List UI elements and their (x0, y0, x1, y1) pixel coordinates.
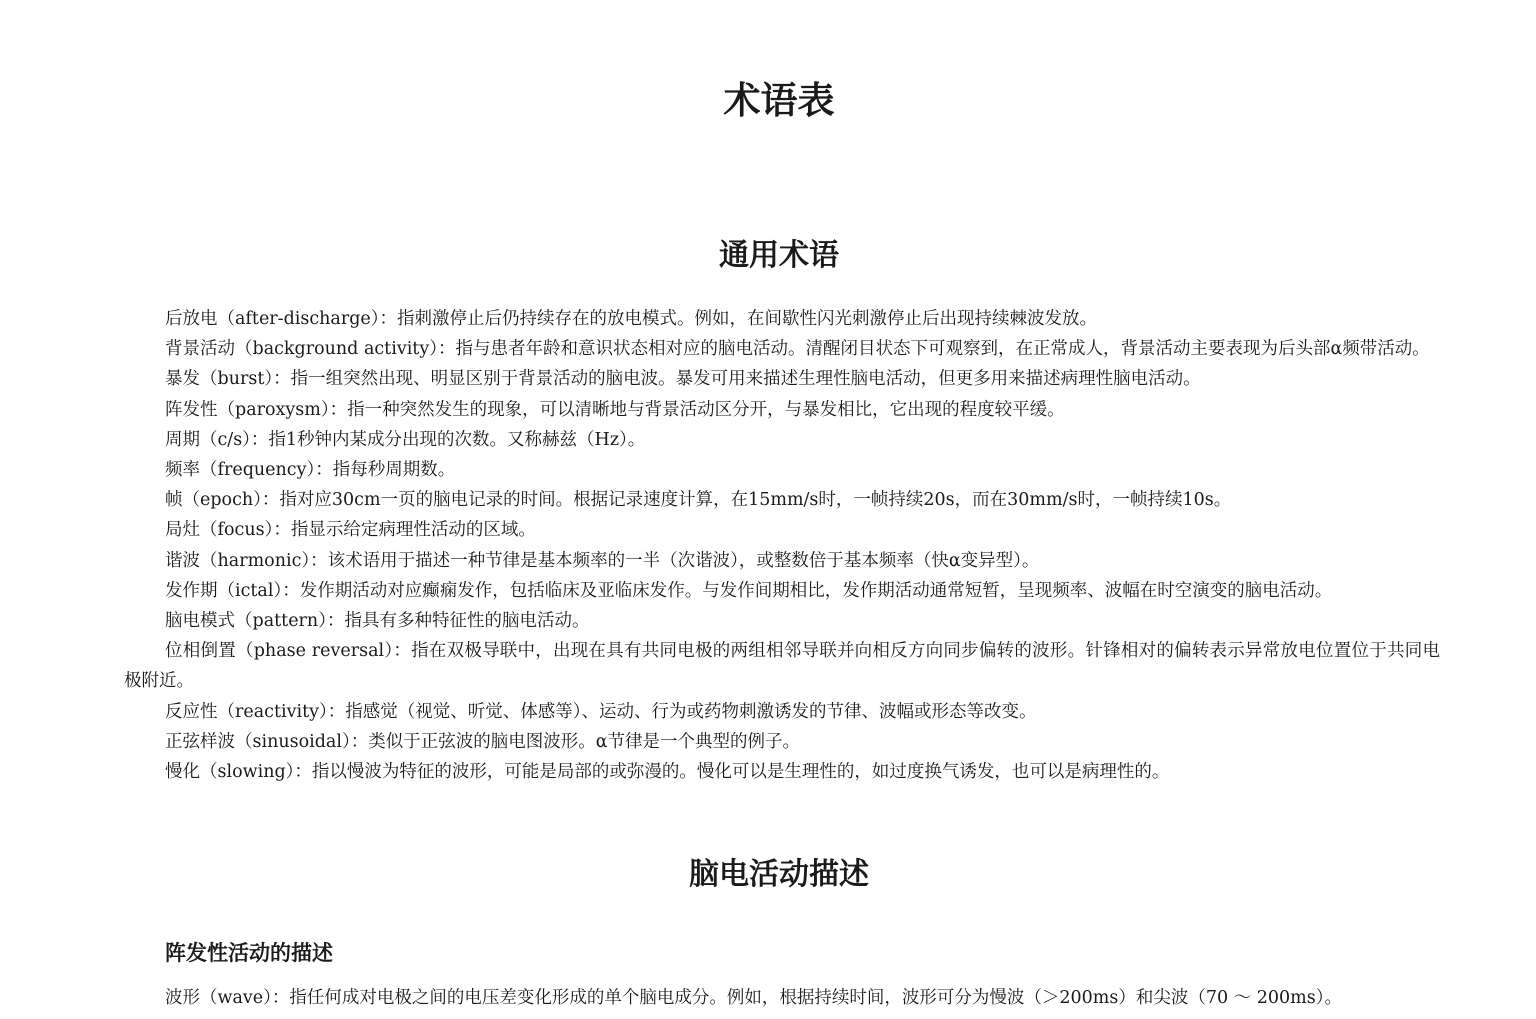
glossary-entry: 波形（wave）：指任何成对电极之间的电压差变化形成的单个脑电成分。例如，根据持续时间，波形可分为慢波（＞200ms）和尖波（70 ～ 200ms）。 (165, 988, 1342, 1008)
glossary-entry: 发作期（ictal）：发作期活动对应癫痫发作，包括临床及亚临床发作。与发作间期相比，发作期活动通常短暂，呈现频率、波幅在时空演变的脑电活动。 (165, 580, 1333, 601)
glossary-entry: 暴发（burst）：指一组突然出现、明显区别于背景活动的脑电波。暴发可用来描述生理性脑电活动，但更多用来描述病理性脑电活动。 (165, 369, 1201, 390)
paroxysmal-activity-list (124, 983, 1440, 1013)
glossary-entry: 慢化（slowing）：指以慢波为特征的波形，可能是局部的或弥漫的。慢化可以是生理性的，如过度换气诱发，也可以是病理性的。 (165, 762, 1170, 783)
glossary-entry: 帧（epoch）：指对应30cm一页的脑电记录的时间。根据记录速度计算，在15mm/s时，一帧持续20s，而在30mm/s时，一帧持续10s。 (165, 490, 1232, 511)
glossary-entry: 阵发性（paroxysm）：指一种突然发生的现象，可以清晰地与背景活动区分开，与暴发相比，它出现的程度较平缓。 (165, 399, 1065, 420)
glossary-entry: 反应性（reactivity）：指感觉（视觉、听觉、体感等）、运动、行为或药物刺激诱发的节律、波幅或形态等改变。 (165, 701, 1037, 722)
glossary-entry: 背景活动（background activity）：指与患者年龄和意识状态相对应的脑电活动。清醒闭目状态下可观察到，在正常成人，背景活动主要表现为后头部α频带活动。 (165, 339, 1430, 360)
page-title: 术语表 (723, 78, 835, 122)
glossary-entry: 频率（frequency）：指每秒周期数。 (165, 460, 456, 481)
glossary-entry: 位相倒置（phase reversal）：指在双极导联中，出现在具有共同电极的两组相邻导联并向相反方向同步偏转的波形。针锋相对的偏转表示异常放电位置位于共同电极附近。 (124, 641, 1440, 692)
glossary-entry: 后放电（after-discharge）：指刺激停止后仍持续存在的放电模式。例如，在间歇性闪光刺激停止后出现持续棘波发放。 (165, 309, 1098, 329)
glossary-entry: 周期（c/s）：指1秒钟内某成分出现的次数。又称赫兹（Hz）。 (165, 429, 646, 450)
subsection-title-paroxysmal-activity: 阵发性活动的描述 (165, 941, 333, 965)
general-terms-list (124, 304, 1440, 787)
glossary-entry: 脑电模式（pattern）：指具有多种特征性的脑电活动。 (165, 611, 590, 632)
glossary-entry: 局灶（focus）：指显示给定病理性活动的区域。 (165, 520, 536, 541)
section-title-eeg-activity-description: 脑电活动描述 (689, 857, 869, 892)
glossary-entry: 正弦样波（sinusoidal）：类似于正弦波的脑电图波形。α节律是一个典型的例子。 (165, 731, 801, 752)
glossary-entry: 谐波（harmonic）：该术语用于描述一种节律是基本频率的一半（次谐波），或整数倍于基本频率（快α变异型）。 (165, 550, 1040, 571)
section-title-general-terms: 通用术语 (719, 238, 839, 273)
